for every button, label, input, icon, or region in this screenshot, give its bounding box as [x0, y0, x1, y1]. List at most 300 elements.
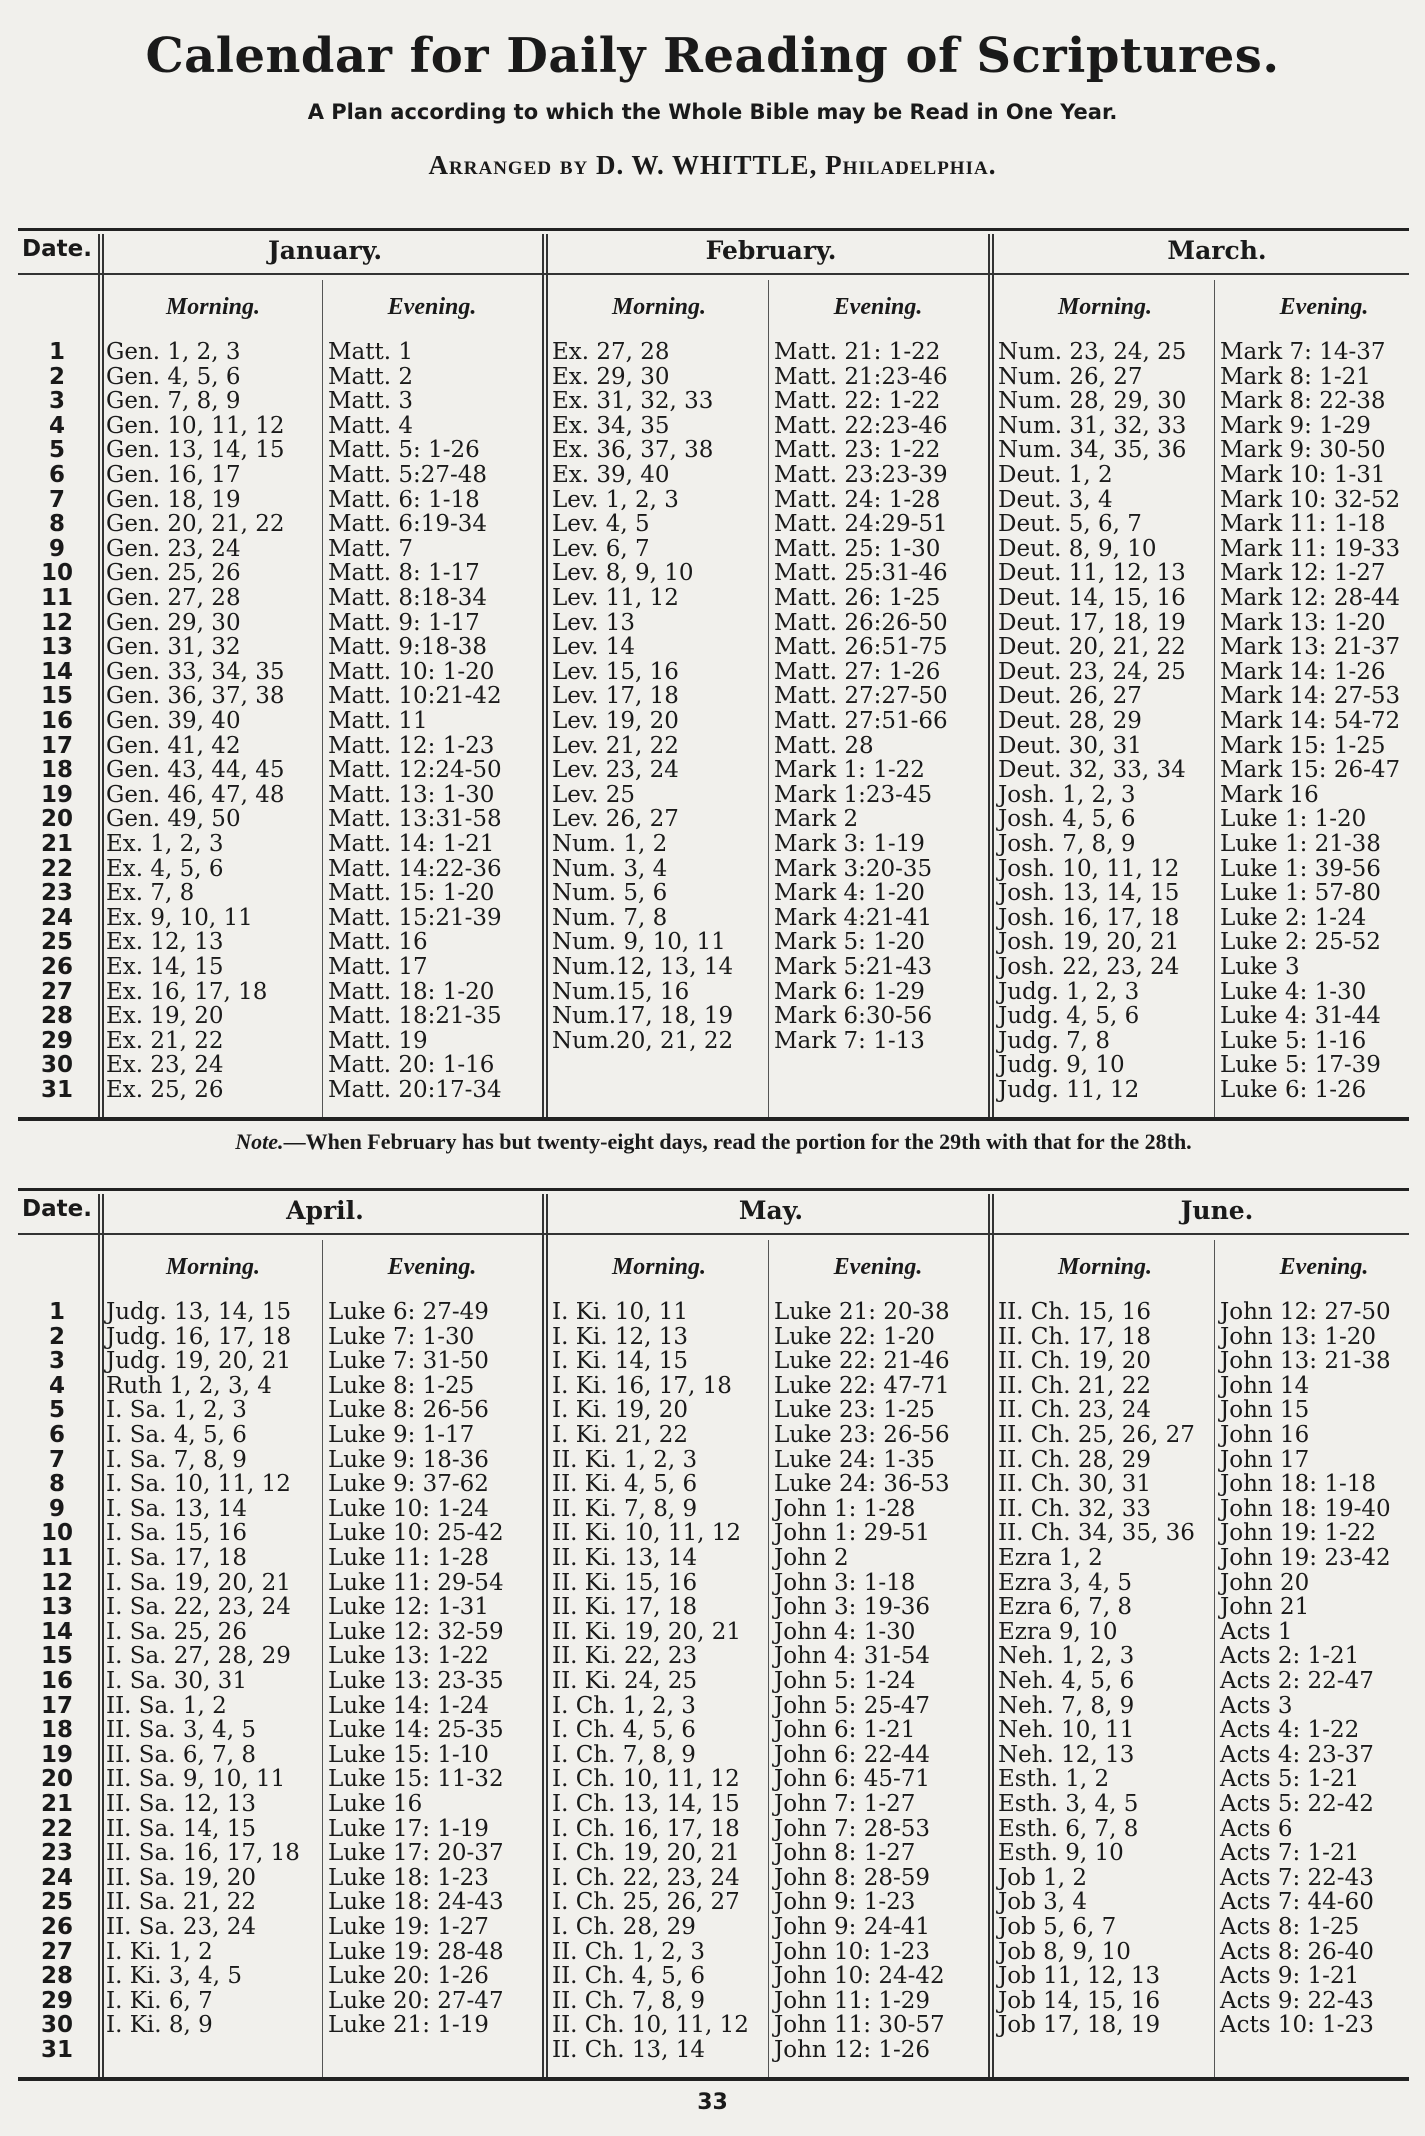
morning-reading: I. Sa. 27, 28, 29: [106, 1643, 291, 1670]
evening-reading: John 4: 1-30: [774, 1618, 916, 1645]
morning-reading: I. Ki. 8, 9: [106, 2012, 213, 2039]
evening-reading: John 1: 29-51: [774, 1520, 931, 1547]
day-number: 30: [40, 1052, 73, 1079]
morning-reading: Lev. 23, 24: [552, 757, 679, 784]
morning-reading: II. Sa. 12, 13: [106, 1791, 257, 1817]
morning-reading: Deut. 8, 9, 10: [998, 535, 1157, 562]
morning-reading: I. Ki. 1, 2: [106, 1938, 213, 1965]
evening-reading: Luke 3: [1220, 954, 1300, 980]
month-divider: [988, 234, 990, 1117]
evening-reading: John 6: 22-44: [774, 1741, 931, 1768]
morning-evening-divider: [1214, 1240, 1215, 2077]
evening-reading: Luke 14: 25-35: [328, 1717, 504, 1744]
evening-reading: Matt. 4: [328, 412, 414, 439]
morning-reading: Job 11, 12, 13: [998, 1963, 1161, 1990]
evening-header: Evening.: [387, 1254, 477, 1280]
morning-reading: Gen. 39, 40: [106, 708, 241, 734]
morning-reading: Deut. 11, 12, 13: [998, 560, 1186, 587]
month-divider: [546, 1194, 548, 2077]
evening-reading: Mark 4: 1-20: [774, 880, 925, 907]
morning-evening-divider: [768, 280, 769, 1117]
evening-reading: John 1: 1-28: [774, 1495, 916, 1522]
evening-reading: John 12: 27-50: [1220, 1299, 1391, 1325]
morning-reading: Deut. 30, 31: [998, 732, 1142, 759]
morning-reading: Num. 28, 29, 30: [998, 388, 1187, 415]
morning-reading: Judg. 11, 12: [998, 1077, 1140, 1103]
morning-evening-divider: [1214, 280, 1215, 1117]
morning-evening-divider: [322, 1240, 323, 2077]
morning-reading: Num. 7, 8: [552, 904, 668, 931]
date-header: Date.: [22, 236, 92, 262]
morning-reading: Deut. 23, 24, 25: [998, 658, 1186, 685]
evening-reading: Acts 4: 1-22: [1220, 1717, 1360, 1744]
evening-header: Evening.: [1279, 294, 1369, 320]
evening-reading: Mark 15: 1-25: [1220, 732, 1386, 759]
evening-reading: John 8: 28-59: [774, 1864, 931, 1891]
date-column-divider: [102, 1194, 104, 2077]
morning-reading: Josh. 16, 17, 18: [998, 904, 1180, 931]
morning-reading: Lev. 26, 27: [552, 806, 679, 833]
evening-header: Evening.: [833, 294, 923, 320]
morning-reading: Ezra 6, 7, 8: [998, 1594, 1133, 1621]
morning-reading: Ex. 31, 32, 33: [552, 388, 714, 415]
morning-reading: Ezra 1, 2: [998, 1545, 1103, 1571]
evening-reading: Luke 10: 25-42: [328, 1520, 504, 1547]
day-number: 23: [40, 880, 73, 907]
morning-reading: Gen. 1, 2, 3: [106, 339, 241, 365]
morning-reading: Esth. 9, 10: [998, 1840, 1124, 1867]
morning-reading: Lev. 4, 5: [552, 511, 650, 538]
morning-reading: Num. 34, 35, 36: [998, 437, 1187, 464]
evening-reading: Mark 7: 14-37: [1220, 339, 1386, 365]
morning-reading: Gen. 33, 34, 35: [106, 658, 285, 685]
morning-header: Morning.: [1057, 294, 1153, 320]
evening-reading: Luke 16: [328, 1791, 423, 1817]
day-number: 11: [40, 1545, 73, 1571]
morning-reading: Josh. 22, 23, 24: [998, 954, 1180, 980]
evening-reading: Mark 9: 1-29: [1220, 412, 1371, 439]
day-number: 20: [40, 1766, 73, 1793]
morning-reading: Esth. 1, 2: [998, 1766, 1110, 1793]
calendar-section: [18, 228, 1409, 1154]
day-number: 19: [40, 781, 73, 808]
morning-reading: I. Ch. 13, 14, 15: [552, 1791, 740, 1817]
evening-reading: Luke 20: 1-26: [328, 1963, 489, 1990]
morning-reading: Deut. 28, 29: [998, 708, 1142, 734]
evening-reading: Acts 6: [1220, 1815, 1293, 1842]
evening-reading: Matt. 19: [328, 1027, 428, 1054]
morning-reading: Num.17, 18, 19: [552, 1003, 734, 1030]
evening-reading: Acts 3: [1220, 1692, 1293, 1719]
evening-reading: Matt. 9: 1-17: [328, 609, 480, 636]
day-number: 16: [40, 1668, 73, 1694]
morning-reading: II. Ki. 24, 25: [552, 1668, 698, 1694]
morning-reading: II. Sa. 16, 17, 18: [106, 1840, 300, 1867]
morning-reading: Lev. 21, 22: [552, 732, 679, 759]
evening-reading: John 21: [1220, 1594, 1310, 1621]
morning-header: Morning.: [611, 1254, 707, 1280]
morning-reading: Lev. 19, 20: [552, 708, 679, 734]
evening-reading: John 4: 31-54: [774, 1643, 931, 1670]
date-column-divider: [102, 234, 104, 1117]
evening-reading: John 11: 30-57: [774, 2012, 945, 2039]
evening-reading: Acts 1: [1220, 1618, 1293, 1645]
evening-reading: John 7: 28-53: [774, 1815, 931, 1842]
evening-reading: John 9: 24-41: [774, 1914, 931, 1940]
evening-reading: Matt. 27: 1-26: [774, 658, 941, 685]
evening-reading: Luke 4: 1-30: [1220, 978, 1367, 1005]
evening-reading: Acts 5: 22-42: [1220, 1791, 1374, 1817]
evening-reading: Matt. 6: 1-18: [328, 486, 480, 513]
date-header: Date.: [22, 1196, 92, 1222]
evening-reading: Matt. 14:22-36: [328, 855, 502, 882]
morning-reading: Gen. 16, 17: [106, 462, 241, 488]
morning-reading: Judg. 13, 14, 15: [106, 1299, 292, 1325]
day-number: 10: [40, 1520, 73, 1547]
morning-reading: II. Sa. 21, 22: [106, 1889, 257, 1916]
month-divider: [542, 1194, 544, 2077]
day-number: 11: [40, 585, 73, 611]
morning-reading: II. Sa. 9, 10, 11: [106, 1766, 286, 1793]
morning-header: Morning.: [611, 294, 707, 320]
morning-reading: Neh. 12, 13: [998, 1741, 1135, 1768]
day-number: 7: [48, 1446, 65, 1473]
morning-reading: Lev. 15, 16: [552, 658, 679, 685]
morning-reading: Lev. 13: [552, 609, 636, 636]
day-number: 28: [40, 1963, 73, 1990]
evening-reading: Acts 9: 1-21: [1220, 1963, 1360, 1990]
evening-reading: Matt. 15: 1-20: [328, 880, 495, 907]
morning-reading: I. Ki. 6, 7: [106, 1987, 213, 2014]
evening-reading: Luke 1: 21-38: [1220, 831, 1381, 857]
day-number: 22: [40, 855, 73, 882]
evening-reading: Luke 23: 26-56: [774, 1422, 950, 1448]
day-number: 9: [48, 535, 65, 562]
morning-reading: Judg. 19, 20, 21: [106, 1348, 292, 1375]
month-name: June.: [1180, 1196, 1254, 1225]
morning-reading: Lev. 11, 12: [552, 585, 679, 611]
day-number: 29: [40, 1987, 73, 2014]
morning-reading: Ex. 36, 37, 38: [552, 437, 714, 464]
morning-reading: Job 8, 9, 10: [998, 1938, 1131, 1965]
day-number: 2: [48, 1323, 65, 1350]
morning-reading: I. Ch. 4, 5, 6: [552, 1717, 696, 1744]
morning-reading: Ex. 14, 15: [106, 954, 224, 980]
evening-reading: Luke 1: 39-56: [1220, 855, 1381, 882]
morning-reading: Judg. 9, 10: [998, 1052, 1125, 1079]
evening-reading: John 16: [1220, 1422, 1310, 1448]
evening-reading: Mark 3:20-35: [774, 855, 933, 882]
day-number: 28: [40, 1003, 73, 1030]
morning-reading: I. Ki. 19, 20: [552, 1397, 689, 1424]
day-number: 13: [40, 1594, 73, 1621]
morning-reading: Lev. 8, 9, 10: [552, 560, 694, 587]
morning-reading: Ex. 39, 40: [552, 462, 670, 488]
morning-reading: Gen. 36, 37, 38: [106, 683, 285, 710]
evening-reading: Matt. 17: [328, 954, 428, 980]
morning-reading: II. Sa. 23, 24: [106, 1914, 257, 1940]
day-number: 1: [48, 1299, 65, 1325]
evening-reading: Matt. 6:19-34: [328, 511, 488, 538]
day-number: 19: [40, 1741, 73, 1768]
morning-reading: II. Ch. 25, 26, 27: [998, 1422, 1195, 1448]
morning-reading: II. Sa. 6, 7, 8: [106, 1741, 257, 1768]
day-number: 1: [48, 339, 65, 365]
evening-reading: Luke 22: 1-20: [774, 1323, 935, 1350]
evening-reading: John 6: 45-71: [774, 1766, 931, 1793]
evening-reading: Luke 12: 1-31: [328, 1594, 489, 1621]
morning-reading: Deut. 26, 27: [998, 683, 1142, 710]
month-divider: [988, 1194, 990, 2077]
evening-reading: Acts 7: 22-43: [1220, 1864, 1374, 1891]
day-number: 5: [48, 1397, 65, 1424]
evening-reading: Matt. 5: 1-26: [328, 437, 480, 464]
morning-reading: I. Ki. 10, 11: [552, 1299, 689, 1325]
day-number: 4: [48, 412, 65, 439]
evening-reading: Luke 24: 1-35: [774, 1446, 935, 1473]
morning-reading: II. Sa. 19, 20: [106, 1864, 257, 1891]
day-number: 3: [48, 388, 65, 415]
morning-reading: Deut. 17, 18, 19: [998, 609, 1186, 636]
month-name: May.: [738, 1196, 804, 1225]
evening-reading: Luke 15: 1-10: [328, 1741, 489, 1768]
evening-reading: Matt. 23: 1-22: [774, 437, 941, 464]
evening-reading: Mark 1:23-45: [774, 781, 933, 808]
morning-reading: II. Ch. 19, 20: [998, 1348, 1151, 1375]
evening-reading: John 18: 1-18: [1220, 1471, 1377, 1498]
morning-reading: I. Sa. 25, 26: [106, 1618, 247, 1645]
morning-reading: Ex. 16, 17, 18: [106, 978, 268, 1005]
morning-reading: Neh. 10, 11: [998, 1717, 1135, 1744]
evening-reading: Mark 1: 1-22: [774, 757, 925, 784]
morning-reading: Deut. 3, 4: [998, 486, 1113, 513]
evening-reading: Luke 19: 28-48: [328, 1938, 504, 1965]
morning-reading: Esth. 6, 7, 8: [998, 1815, 1139, 1842]
morning-reading: I. Sa. 7, 8, 9: [106, 1446, 247, 1473]
evening-reading: Luke 1: 1-20: [1220, 806, 1367, 833]
evening-reading: John 5: 1-24: [774, 1668, 916, 1694]
morning-reading: I. Sa. 1, 2, 3: [106, 1397, 247, 1424]
morning-reading: II. Ch. 28, 29: [998, 1446, 1151, 1473]
morning-reading: II. Ki. 17, 18: [552, 1594, 698, 1621]
morning-reading: I. Ch. 28, 29: [552, 1914, 696, 1940]
evening-reading: Matt. 3: [328, 388, 414, 415]
page-subtitle: A Plan according to which the Whole Bible may be Read in One Year.: [307, 100, 1118, 124]
day-number: 30: [40, 2012, 73, 2039]
morning-reading: II. Ki. 19, 20, 21: [552, 1618, 741, 1645]
evening-reading: Luke 7: 31-50: [328, 1348, 489, 1375]
morning-reading: Gen. 46, 47, 48: [106, 781, 285, 808]
section-top-rule: [18, 1188, 1409, 1191]
morning-reading: Ex. 23, 24: [106, 1052, 224, 1079]
morning-reading: Josh. 13, 14, 15: [998, 880, 1180, 907]
evening-reading: Luke 5: 17-39: [1220, 1052, 1381, 1079]
morning-reading: Gen. 13, 14, 15: [106, 437, 285, 464]
section-bottom-rule: [18, 1117, 1409, 1121]
evening-reading: Luke 17: 20-37: [328, 1840, 504, 1867]
arranger-line: Arranged by D. W. WHITTLE, Philadelphia.: [428, 150, 997, 180]
morning-reading: Num. 23, 24, 25: [998, 339, 1187, 365]
evening-reading: Matt. 26: 1-25: [774, 585, 941, 611]
evening-reading: Luke 21: 1-19: [328, 2012, 489, 2039]
morning-reading: Gen. 29, 30: [106, 609, 241, 636]
morning-reading: I. Sa. 22, 23, 24: [106, 1594, 291, 1621]
morning-reading: II. Ki. 22, 23: [552, 1643, 698, 1670]
page-number: 33: [697, 2090, 728, 2115]
day-number: 18: [40, 1717, 73, 1744]
evening-reading: Matt. 1: [328, 339, 414, 365]
evening-reading: Matt. 16: [328, 929, 428, 956]
morning-reading: II. Ki. 4, 5, 6: [552, 1471, 698, 1498]
morning-reading: II. Ch. 17, 18: [998, 1323, 1151, 1350]
day-number: 21: [40, 831, 73, 857]
morning-reading: Judg. 16, 17, 18: [106, 1323, 292, 1350]
evening-reading: Mark 4:21-41: [774, 904, 933, 931]
morning-reading: Deut. 14, 15, 16: [998, 585, 1186, 611]
evening-reading: Luke 9: 1-17: [328, 1422, 475, 1448]
day-number: 20: [40, 806, 73, 833]
page-title: Calendar for Daily Reading of Scriptures.: [145, 28, 1280, 84]
evening-reading: Matt. 26:51-75: [774, 634, 948, 661]
evening-reading: John 5: 25-47: [774, 1692, 931, 1719]
evening-reading: John 8: 1-27: [774, 1840, 916, 1867]
morning-reading: Judg. 1, 2, 3: [998, 978, 1140, 1005]
morning-reading: II. Ch. 32, 33: [998, 1495, 1151, 1522]
morning-reading: Job 17, 18, 19: [998, 2012, 1161, 2039]
morning-reading: Ex. 25, 26: [106, 1077, 224, 1103]
february-note: [18, 1129, 1409, 1155]
evening-reading: John 3: 1-18: [774, 1569, 916, 1596]
day-number: 7: [48, 486, 65, 513]
morning-reading: Ex. 1, 2, 3: [106, 831, 224, 857]
morning-reading: Gen. 49, 50: [106, 806, 241, 833]
evening-reading: Luke 6: 1-26: [1220, 1077, 1367, 1103]
morning-reading: Josh. 1, 2, 3: [998, 781, 1136, 808]
morning-reading: Num. 1, 2: [552, 831, 668, 857]
evening-reading: Matt. 22: 1-22: [774, 388, 941, 415]
evening-reading: Matt. 25: 1-30: [774, 535, 941, 562]
month-name: February.: [705, 236, 837, 265]
evening-reading: Matt. 24: 1-28: [774, 486, 941, 513]
evening-reading: John 13: 21-38: [1220, 1348, 1391, 1375]
morning-reading: Ex. 19, 20: [106, 1003, 224, 1030]
day-number: 23: [40, 1840, 73, 1867]
evening-reading: Acts 7: 1-21: [1220, 1840, 1360, 1867]
evening-reading: Mark 12: 1-27: [1220, 560, 1386, 587]
evening-reading: Matt. 15:21-39: [328, 904, 502, 931]
day-number: 27: [40, 1938, 73, 1965]
day-number: 10: [40, 560, 73, 587]
morning-reading: I. Sa. 10, 11, 12: [106, 1471, 291, 1498]
evening-reading: Matt. 18:21-35: [328, 1003, 502, 1030]
evening-reading: Matt. 12: 1-23: [328, 732, 495, 759]
morning-reading: II. Ki. 1, 2, 3: [552, 1446, 698, 1473]
morning-reading: Lev. 14: [552, 634, 636, 661]
morning-reading: Ex. 21, 22: [106, 1027, 224, 1054]
evening-header: Evening.: [387, 294, 477, 320]
morning-reading: Josh. 10, 11, 12: [998, 855, 1180, 882]
day-number: 6: [48, 462, 65, 488]
morning-reading: Ex. 9, 10, 11: [106, 904, 253, 931]
evening-reading: Luke 23: 1-25: [774, 1397, 935, 1424]
evening-reading: Mark 6: 1-29: [774, 978, 925, 1005]
evening-reading: Luke 22: 47-71: [774, 1372, 950, 1399]
morning-reading: Gen. 25, 26: [106, 560, 241, 587]
morning-reading: Josh. 19, 20, 21: [998, 929, 1180, 956]
evening-reading: Matt. 21: 1-22: [774, 339, 941, 365]
day-number: 25: [40, 929, 73, 956]
evening-reading: Acts 9: 22-43: [1220, 1987, 1374, 2014]
evening-reading: Luke 13: 1-22: [328, 1643, 489, 1670]
morning-reading: Gen. 43, 44, 45: [106, 757, 285, 784]
day-number: 27: [40, 978, 73, 1005]
evening-reading: Matt. 24:29-51: [774, 511, 948, 538]
morning-reading: Num. 3, 4: [552, 855, 668, 882]
day-number: 17: [40, 1692, 73, 1719]
evening-reading: John 17: [1220, 1446, 1310, 1473]
morning-reading: II. Ch. 21, 22: [998, 1372, 1151, 1399]
evening-reading: Matt. 20: 1-16: [328, 1052, 495, 1079]
day-number: 8: [48, 1471, 65, 1498]
morning-reading: Num.15, 16: [552, 978, 690, 1005]
evening-reading: Mark 14: 54-72: [1220, 708, 1401, 734]
evening-reading: Luke 2: 1-24: [1220, 904, 1367, 931]
day-number: 31: [40, 2037, 73, 2063]
day-number: 8: [48, 511, 65, 538]
morning-reading: Josh. 4, 5, 6: [998, 806, 1136, 833]
evening-reading: Mark 5: 1-20: [774, 929, 925, 956]
evening-reading: Acts 5: 1-21: [1220, 1766, 1360, 1793]
morning-reading: II. Ch. 34, 35, 36: [998, 1520, 1195, 1547]
morning-reading: II. Sa. 3, 4, 5: [106, 1717, 257, 1744]
day-number: 25: [40, 1889, 73, 1916]
day-number: 12: [40, 609, 73, 636]
evening-reading: Mark 10: 32-52: [1220, 486, 1401, 513]
morning-reading: Neh. 1, 2, 3: [998, 1643, 1135, 1670]
morning-reading: II. Ch. 10, 11, 12: [552, 2012, 749, 2039]
evening-reading: Acts 4: 23-37: [1220, 1741, 1374, 1768]
morning-header: Morning.: [165, 1254, 261, 1280]
day-number: 14: [40, 658, 73, 685]
morning-reading: Josh. 7, 8, 9: [998, 831, 1136, 857]
morning-reading: I. Ch. 7, 8, 9: [552, 1741, 696, 1768]
evening-reading: Matt. 8: 1-17: [328, 560, 480, 587]
evening-reading: Matt. 10:21-42: [328, 683, 502, 710]
evening-reading: Mark 11: 19-33: [1220, 535, 1401, 562]
morning-reading: I. Sa. 13, 14: [106, 1495, 247, 1522]
day-number: 2: [48, 363, 65, 390]
morning-reading: Num. 31, 32, 33: [998, 412, 1187, 439]
evening-reading: Mark 9: 30-50: [1220, 437, 1386, 464]
morning-reading: Lev. 6, 7: [552, 535, 650, 562]
day-number: 22: [40, 1815, 73, 1842]
evening-reading: Luke 9: 18-36: [328, 1446, 489, 1473]
morning-reading: Ex. 29, 30: [552, 363, 670, 390]
morning-reading: Ex. 27, 28: [552, 339, 670, 365]
evening-reading: Matt. 8:18-34: [328, 585, 488, 611]
evening-reading: Luke 8: 1-25: [328, 1372, 475, 1399]
morning-reading: II. Ki. 15, 16: [552, 1569, 698, 1596]
evening-reading: Matt. 11: [328, 708, 428, 734]
morning-reading: I. Ch. 1, 2, 3: [552, 1692, 696, 1719]
evening-reading: Matt. 13:31-58: [328, 806, 502, 833]
evening-reading: Matt. 20:17-34: [328, 1077, 502, 1103]
note-label: Note.: [235, 1128, 284, 1154]
morning-reading: II. Ch. 13, 14: [552, 2037, 705, 2063]
evening-reading: Luke 19: 1-27: [328, 1914, 489, 1940]
evening-reading: Matt. 9:18-38: [328, 634, 488, 661]
evening-reading: Mark 2: [774, 806, 859, 833]
